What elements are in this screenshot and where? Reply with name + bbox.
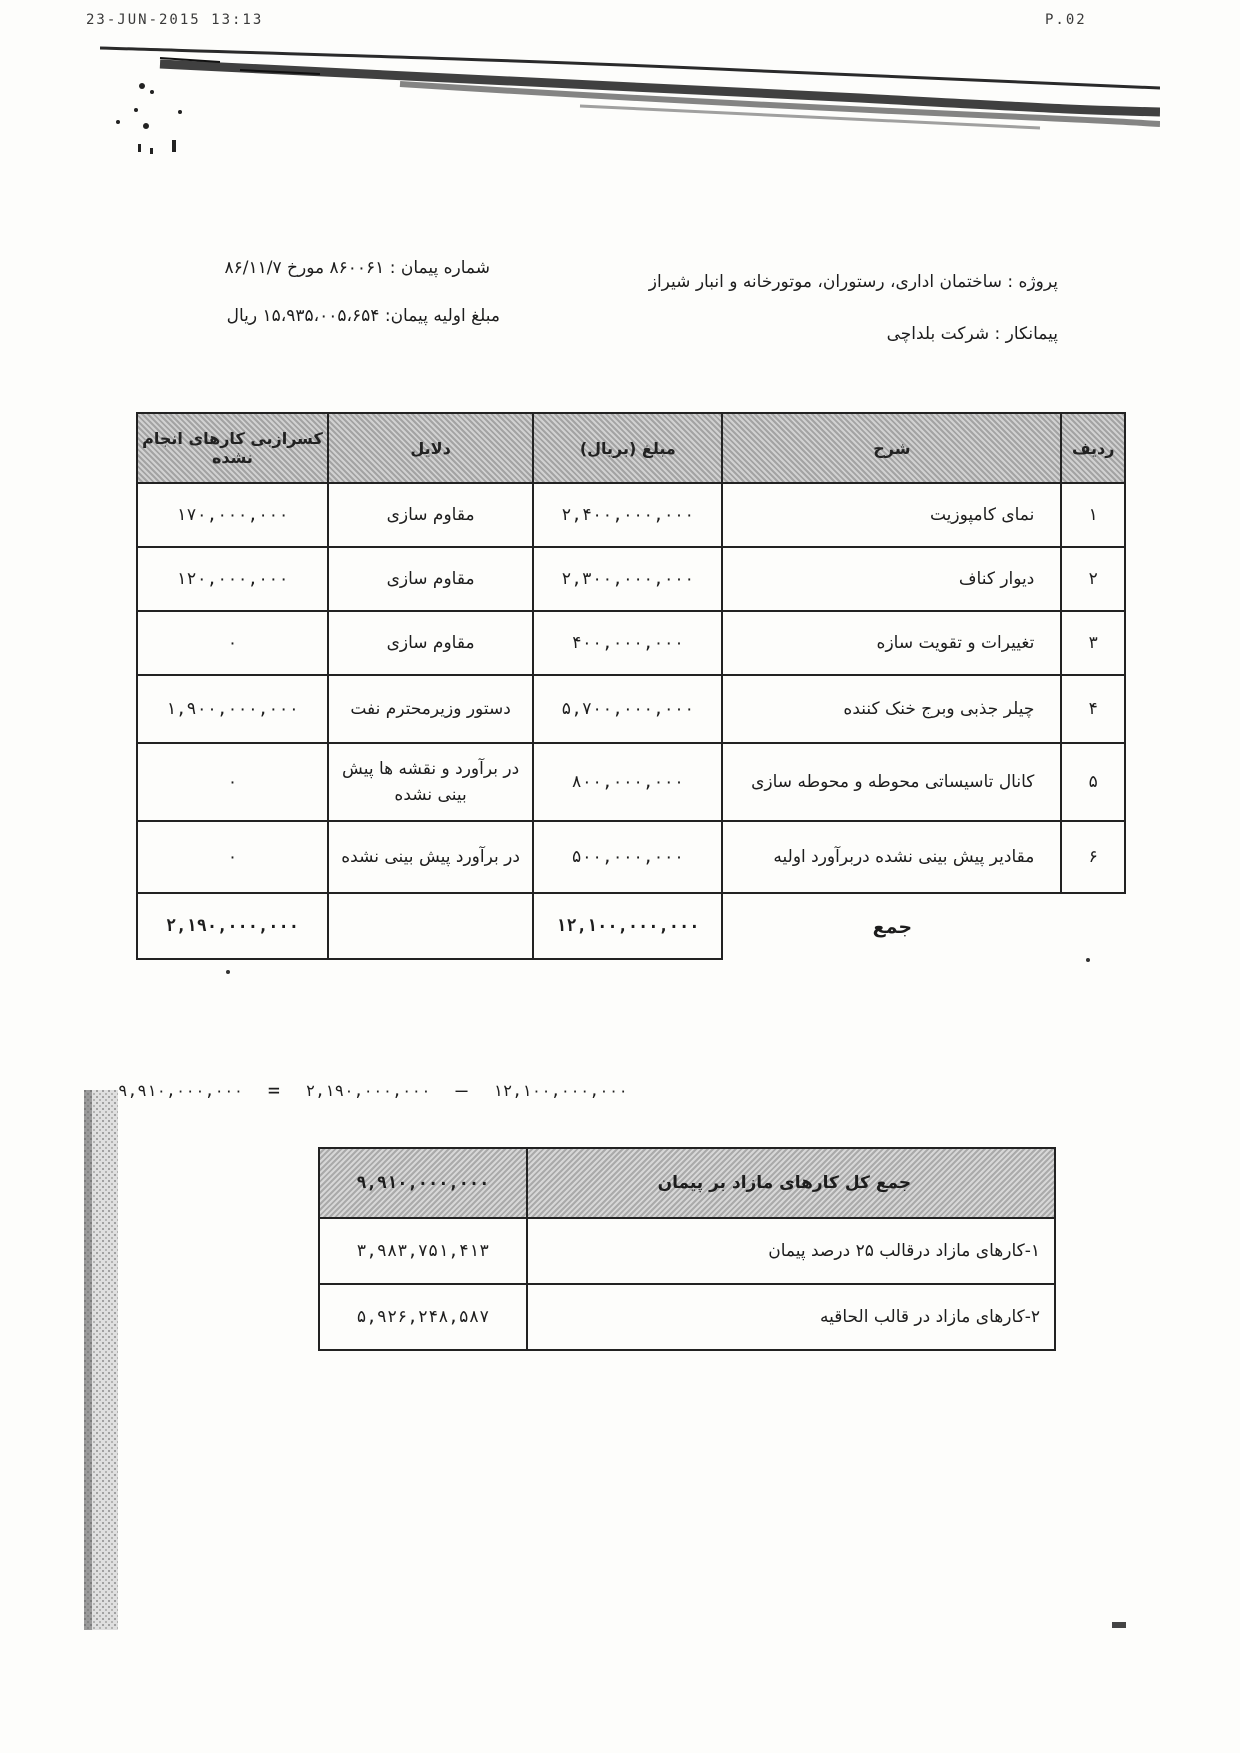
scan-speck (1112, 1622, 1126, 1628)
fax-timestamp: 23-JUN-2015 13:13 (86, 12, 264, 28)
scan-noise-band (100, 40, 1160, 170)
total-deduction: ۲,۱۹۰,۰۰۰,۰۰۰ (137, 893, 328, 959)
table-row (137, 821, 1125, 893)
row-reason: مقاوم سازی (328, 547, 533, 611)
row-deduction: ۱۷۰,۰۰۰,۰۰۰ (137, 483, 328, 547)
row-reason: مقاوم سازی (328, 611, 533, 675)
total-blank-index (1061, 893, 1125, 959)
row-amount: ۲,۳۰۰,۰۰۰,۰۰۰ (533, 547, 722, 611)
table-row (137, 611, 1125, 675)
row-description: مقادیر پیش بینی نشده دربرآورد اولیه (722, 821, 1061, 893)
row-deduction: ۱۲۰,۰۰۰,۰۰۰ (137, 547, 328, 611)
summary-row (319, 1218, 1055, 1284)
table-row (137, 547, 1125, 611)
row-index: ۵ (1061, 743, 1125, 821)
calc-minuend: ۱۲,۱۰۰,۰۰۰,۰۰۰ (493, 1080, 628, 1100)
table-total-row (137, 893, 1125, 959)
calc-subtrahend: ۲,۱۹۰,۰۰۰,۰۰۰ (305, 1080, 431, 1100)
row-description: چیلر جذبی وبرج خنک کننده (722, 675, 1061, 743)
summary-row-label: ۲-کارهای مازاد در قالب الحاقیه (527, 1284, 1055, 1350)
summary-row (319, 1284, 1055, 1350)
row-deduction: ۰ (137, 611, 328, 675)
row-reason: در برآورد پیش بینی نشده (328, 821, 533, 893)
table-header-row (137, 413, 1125, 483)
row-deduction: ۰ (137, 743, 328, 821)
contract-number: شماره پیمان : ۸۶۰۰۶۱ مورخ ۸۶/۱۱/۷ (224, 258, 490, 278)
header-deduction: کسرازبی کارهای انجام نشده (137, 413, 328, 483)
row-index: ۲ (1061, 547, 1125, 611)
row-index: ۴ (1061, 675, 1125, 743)
scan-speck (226, 970, 230, 974)
fax-page-number: P.02 (1045, 12, 1087, 28)
summary-row-label: ۱-کارهای مازاد درقالب ۲۵ درصد پیمان (527, 1218, 1055, 1284)
row-reason: دستور وزیرمحترم نفت (328, 675, 533, 743)
summary-row-value: ۳,۹۸۳,۷۵۱,۴۱۳ (319, 1218, 527, 1284)
extra-works-summary-table (318, 1147, 1056, 1351)
row-description: تغییرات و تقویت سازه (722, 611, 1061, 675)
table-row (137, 483, 1125, 547)
row-index: ۶ (1061, 821, 1125, 893)
row-reason: مقاوم سازی (328, 483, 533, 547)
row-description: دیوار کناف (722, 547, 1061, 611)
row-amount: ۲,۴۰۰,۰۰۰,۰۰۰ (533, 483, 722, 547)
row-amount: ۵,۷۰۰,۰۰۰,۰۰۰ (533, 675, 722, 743)
row-deduction: ۱,۹۰۰,۰۰۰,۰۰۰ (137, 675, 328, 743)
row-amount: ۴۰۰,۰۰۰,۰۰۰ (533, 611, 722, 675)
header-amount: مبلغ (بریال) (533, 413, 722, 483)
summary-header-label: جمع کل کارهای مازاد بر پیمان (527, 1148, 1055, 1218)
calc-equals-sign: = (267, 1078, 281, 1102)
total-label: جمع (872, 915, 913, 938)
scan-speck (1086, 958, 1090, 962)
row-index: ۳ (1061, 611, 1125, 675)
row-deduction: ۰ (137, 821, 328, 893)
contractor-name: پیمانکار : شرکت بلداچی (886, 324, 1058, 344)
project-name: پروژه : ساختمان اداری، رستوران، موتورخانه و انبار شیراز (648, 272, 1058, 292)
table-row (137, 743, 1125, 821)
calc-result: ۹,۹۱۰,۰۰۰,۰۰۰ (118, 1080, 244, 1100)
total-reason-empty (328, 893, 533, 959)
row-reason: در برآورد و نقشه ها پیش بینی نشده (328, 743, 533, 821)
header-reasons: دلایل (328, 413, 533, 483)
scan-edge-artifact (84, 1090, 118, 1630)
summary-row-value: ۵,۹۲۶,۲۴۸,۵۸۷ (319, 1284, 527, 1350)
row-index: ۱ (1061, 483, 1125, 547)
row-amount: ۵۰۰,۰۰۰,۰۰۰ (533, 821, 722, 893)
initial-contract-amount: مبلغ اولیه پیمان: ۱۵،۹۳۵،۰۰۵،۶۵۴ ریال (226, 306, 500, 326)
calc-minus-sign: — (455, 1078, 469, 1102)
extra-works-table (136, 412, 1126, 960)
calculation-line (118, 1078, 698, 1102)
header-index: ردیف (1061, 413, 1125, 483)
summary-header-value: ۹,۹۱۰,۰۰۰,۰۰۰ (319, 1148, 527, 1218)
summary-header-row (319, 1148, 1055, 1218)
row-description: نمای کامپوزیت (722, 483, 1061, 547)
header-description: شرح (722, 413, 1061, 483)
row-amount: ۸۰۰,۰۰۰,۰۰۰ (533, 743, 722, 821)
row-description: کانال تاسیساتی محوطه و محوطه سازی (722, 743, 1061, 821)
table-row (137, 675, 1125, 743)
total-amount: ۱۲,۱۰۰,۰۰۰,۰۰۰ (533, 893, 722, 959)
